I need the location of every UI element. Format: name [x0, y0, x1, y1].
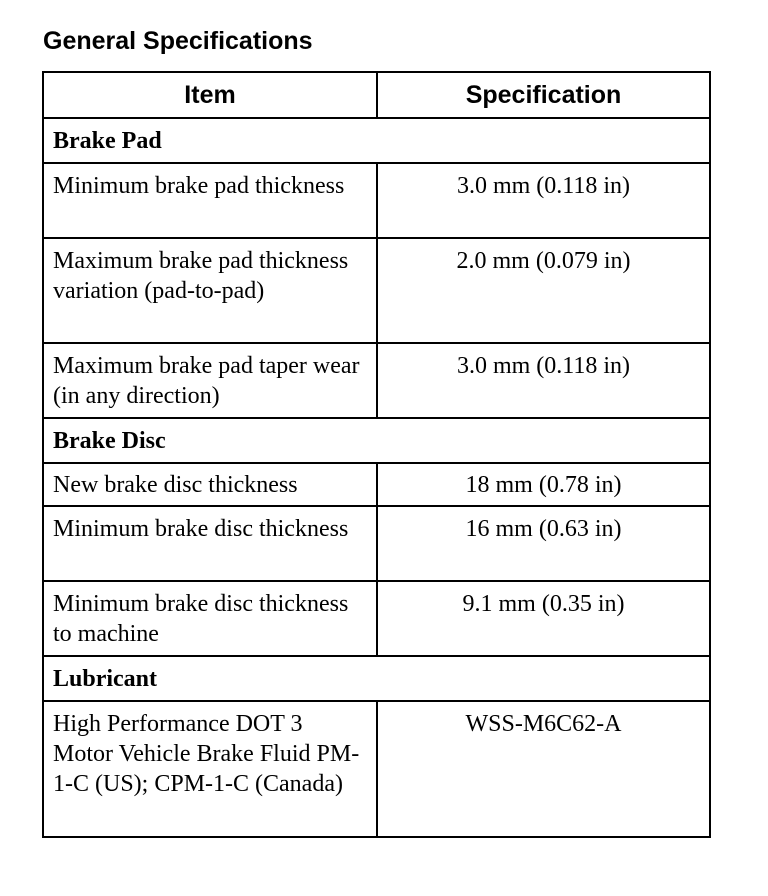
item-cell: Minimum brake disc thickness [43, 506, 377, 581]
item-cell: Minimum brake pad thickness [43, 163, 377, 238]
table-row [43, 506, 710, 581]
item-cell: High Performance DOT 3 Motor Vehicle Brake Fluid PM-1-C (US); CPM-1-C (Canada) [43, 701, 377, 837]
table-row [43, 581, 710, 656]
specifications-table [42, 71, 711, 838]
section-row-lubricant [43, 656, 710, 701]
section-heading: Lubricant [43, 656, 710, 701]
column-header-specification: Specification [377, 72, 710, 118]
spec-cell: 3.0 mm (0.118 in) [377, 163, 710, 238]
spec-cell: 18 mm (0.78 in) [377, 463, 710, 506]
spec-cell: 3.0 mm (0.118 in) [377, 343, 710, 418]
column-header-item: Item [43, 72, 377, 118]
section-heading: Brake Pad [43, 118, 710, 163]
table-row [43, 238, 710, 343]
section-heading: Brake Disc [43, 418, 710, 463]
table-row [43, 463, 710, 506]
item-cell: New brake disc thickness [43, 463, 377, 506]
section-row-brake-disc [43, 418, 710, 463]
spec-cell: 2.0 mm (0.079 in) [377, 238, 710, 343]
table-header-row [43, 72, 710, 118]
page-title: General Specifications [43, 27, 313, 55]
item-cell: Maximum brake pad taper wear (in any direction) [43, 343, 377, 418]
section-row-brake-pad [43, 118, 710, 163]
table-row [43, 163, 710, 238]
spec-cell: 9.1 mm (0.35 in) [377, 581, 710, 656]
table-row [43, 701, 710, 837]
spec-cell: WSS-M6C62-A [377, 701, 710, 837]
item-cell: Minimum brake disc thickness to machine [43, 581, 377, 656]
item-cell: Maximum brake pad thickness variation (pad-to-pad) [43, 238, 377, 343]
table-row [43, 343, 710, 418]
spec-cell: 16 mm (0.63 in) [377, 506, 710, 581]
